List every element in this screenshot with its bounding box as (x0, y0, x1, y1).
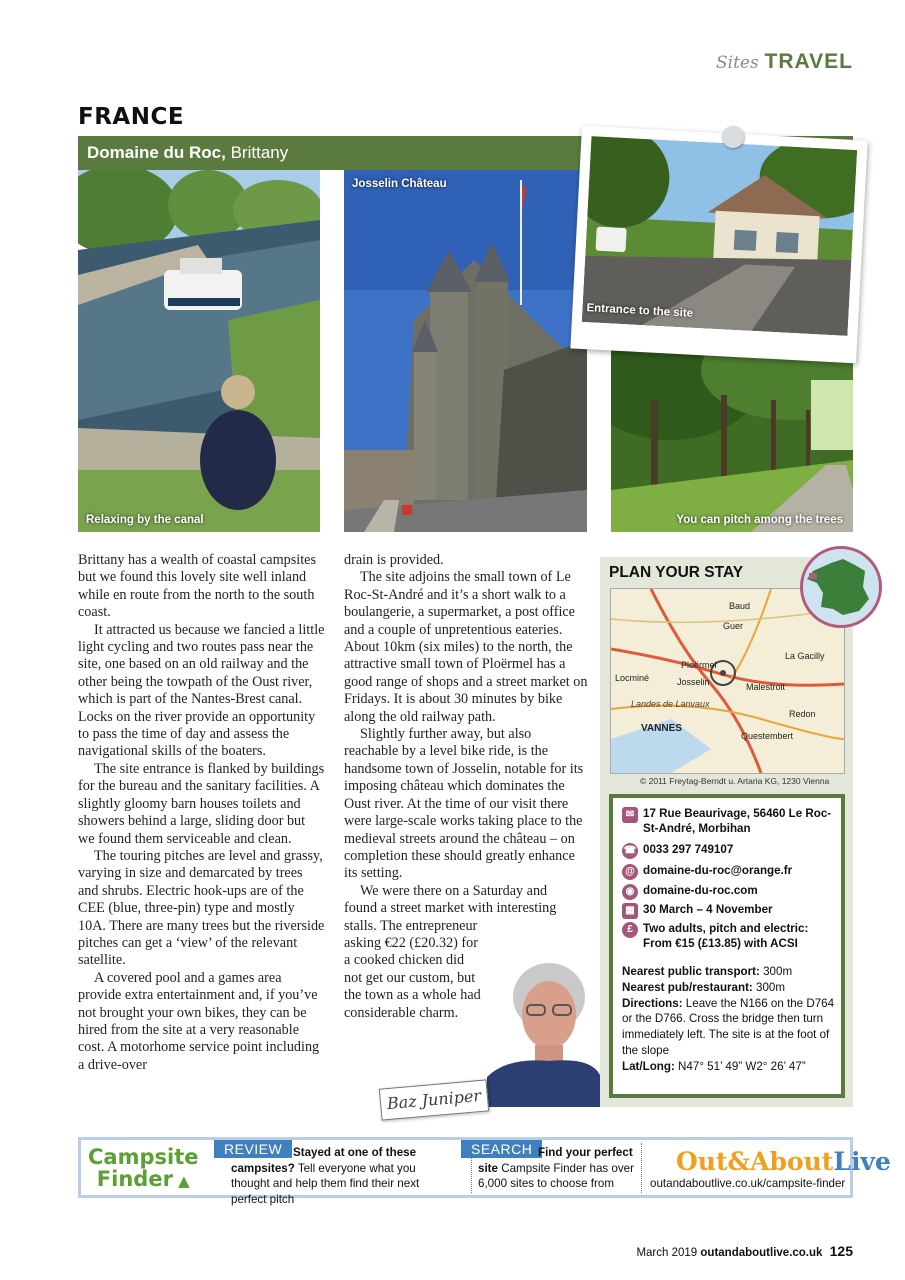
text-line: asking €22 (£20.32) for (344, 934, 478, 951)
photo-entrance (570, 126, 867, 364)
pub-value: 300m (756, 980, 786, 994)
map-label: Josselin (677, 677, 710, 687)
paragraph: drain is provided. (344, 552, 444, 568)
caption-chateau: Josselin Château (352, 178, 447, 190)
dates-row (622, 903, 773, 919)
directions-fact (622, 996, 836, 1059)
paragraph: Brittany has a wealth of coastal campsites but we found this lovely site well inland while en route from the north to the south coast. (78, 552, 316, 621)
pub-fact (622, 980, 836, 996)
text-line: not get our custom, but (344, 969, 476, 986)
search-bold: Find your perfect site (478, 1146, 633, 1175)
paragraph-final (344, 883, 588, 900)
calendar-icon: ▦ (622, 903, 638, 919)
photo-chateau (344, 170, 587, 532)
site-name: Domaine du Roc, (87, 143, 226, 162)
logo-line-2 (88, 1168, 198, 1192)
pound-icon: £ (622, 922, 638, 938)
map-label: VANNES (641, 723, 682, 734)
page-footer (636, 1243, 853, 1259)
photo-canal (78, 170, 320, 532)
latlong-value: N47° 51’ 49” W2° 26’ 47” (678, 1059, 806, 1073)
page-number: 125 (829, 1243, 853, 1259)
campsite-finder-url[interactable]: outandaboutlive.co.uk/campsite-finder (650, 1177, 846, 1190)
directions-value: Leave the N166 on the D764 or the D766. Cross the bridge then turn immediately left. The site is at the foot of the slope (622, 996, 835, 1057)
opening-dates: 30 March – 4 November (643, 903, 773, 916)
text-line: We were there on a Saturday and (360, 882, 548, 899)
map-label: Landes de Lanvaux (631, 699, 710, 709)
paragraph: The touring pitches are level and grassy, varying in size and demarcated by trees and shrubs. Electric hook-ups are of the CEE (blue, three-pin) type and mostly 10A. There are many trees but the riverside pitches can get a ‘view’ of the relevant satellite. (78, 847, 325, 969)
transport-label: Nearest public transport: (622, 965, 760, 978)
brand-part-1: Out&About (676, 1147, 834, 1176)
article-column-2 (344, 552, 588, 1022)
paragraph: A covered pool and a games area provide extra entertainment and, if you’ve not brought your own bikes, they can be hired from the site at a very reasonable cost. A motorhome service point including a drive-over (78, 969, 320, 1073)
transport-fact (622, 964, 836, 980)
map-label: La Gacilly (785, 651, 825, 661)
country-heading: FRANCE (78, 104, 185, 130)
directions-label: Directions: (622, 996, 683, 1010)
review-text: Tell everyone what you thought and help them find their next perfect pitch (231, 1161, 420, 1206)
website[interactable]: domaine-du-roc.com (643, 884, 758, 897)
email[interactable]: domaine-du-roc@orange.fr (643, 864, 793, 877)
paragraph: The site adjoins the small town of Le Roc-St-André and it’s a short walk to a boulangerie, a supermarket, a post office and a couple of unpretentious eateries. About 10km (six miles) to the north, the attractive small town of Ploërmel has a good range of shops and a street market on Fridays. It is about 30 minutes by bike along the old railway path. (344, 569, 588, 725)
canal-illustration (78, 170, 320, 532)
map-illustration (611, 589, 844, 773)
author-illustration (487, 957, 600, 1107)
campsite-finder-logo[interactable] (88, 1146, 198, 1192)
map-label: Questembert (741, 731, 794, 741)
latlong-label: Lat/Long: (622, 1059, 675, 1073)
text-line: considerable charm. (344, 1004, 459, 1021)
map-label: Redon (789, 709, 816, 719)
phone-icon: ☎ (622, 843, 638, 859)
author-signature: Baz Juniper (379, 1079, 489, 1120)
section-label (716, 50, 853, 74)
map-label: Guer (723, 621, 744, 631)
issue-date: March 2019 (636, 1247, 698, 1259)
map-credit: © 2011 Freytag-Berndt u. Artaria KG, 1230 Vienna (640, 776, 830, 786)
caption-entrance: Entrance to the site (586, 302, 694, 320)
section-main: TRAVEL (764, 50, 853, 73)
review-text-block (231, 1145, 455, 1207)
pub-label: Nearest pub/restaurant: (622, 980, 753, 994)
email-icon: @ (622, 864, 638, 880)
address: 17 Rue Beaurivage, 56460 Le Roc-St-André, Morbihan (643, 807, 832, 835)
text-line: a cooked chicken did (344, 952, 465, 969)
logo-line-2-text: Finder (96, 1167, 173, 1191)
entrance-image (582, 136, 857, 336)
article-column-1 (78, 552, 325, 1074)
contact-box (609, 794, 845, 1098)
photo-trees (611, 340, 853, 532)
logo-line-1: Campsite (88, 1145, 199, 1169)
tree-icon: ▲ (172, 1172, 190, 1190)
mouse-icon: ◉ (622, 884, 638, 900)
review-tab[interactable]: REVIEW (214, 1140, 292, 1158)
map-label: Baud (729, 601, 751, 611)
price-row (622, 922, 834, 951)
website-row[interactable] (622, 884, 758, 900)
transport-value: 300m (763, 965, 793, 978)
plan-title: PLAN YOUR STAY (609, 564, 744, 581)
region: Brittany (230, 143, 289, 162)
caption-canal: Relaxing by the canal (86, 514, 204, 526)
caption-trees: You can pitch among the trees (676, 514, 843, 526)
phone-row (622, 843, 733, 859)
france-inset-map (800, 546, 882, 628)
site-facts (622, 964, 836, 1075)
outandaboutlive-logo[interactable] (676, 1147, 891, 1176)
trees-illustration (611, 340, 853, 532)
latlong-fact (622, 1059, 836, 1075)
price: Two adults, pitch and electric: From €15 (£13.85) with ACSI (643, 922, 809, 950)
brand-part-2: Live (833, 1147, 891, 1176)
author-photo (487, 957, 600, 1107)
footer-site[interactable]: outandaboutlive.co.uk (700, 1247, 823, 1259)
text-line: stalls. The entrepreneur (344, 917, 478, 934)
divider (641, 1143, 642, 1193)
address-row (622, 807, 836, 836)
section-sub: Sites (716, 53, 759, 73)
location-map (610, 588, 845, 774)
address-icon: ✉ (622, 807, 638, 823)
review-bold: Stayed at one of these campsites? (231, 1146, 417, 1175)
map-label: Ploërmel (681, 660, 717, 670)
map-label: Malestroit (746, 682, 786, 692)
paragraph: The site entrance is flanked by buildings for the bureau and the sanitary facilities. A slightly gloomy barn houses toilets and showers behind a large, sliding door but we found them serviceable and clean. (78, 760, 325, 847)
chateau-illustration (344, 170, 587, 532)
search-text: Campsite Finder has over 6,000 sites to choose from (478, 1161, 634, 1190)
phone: 0033 297 749107 (643, 843, 734, 856)
text-line: found a street market with interesting (344, 900, 557, 917)
france-illustration (803, 549, 879, 625)
text-line: the town as a whole had (344, 987, 481, 1004)
search-tab[interactable]: SEARCH (461, 1140, 542, 1158)
email-row[interactable] (622, 864, 792, 880)
search-text-block (478, 1145, 634, 1192)
map-label: Locminé (615, 673, 650, 683)
paragraph: It attracted us because we fancied a little light cycling and two routes pass near the site, one based on an old railway and the other being the towpath of the Oust river, which is part of the Nantes-Brest canal. Locks on the river provide an opportunity to pass the time of day and assess the navigational skills of the boaters. (78, 621, 325, 760)
paragraph: Slightly further away, but also reachable by a level bike ride, is the handsome town of Josselin, notable for its imposing château which dominates the Oust river. At the time of our visit there were large-scale works taking place to the medieval streets around the château – on completion these should greatly enhance its setting. (344, 726, 584, 882)
